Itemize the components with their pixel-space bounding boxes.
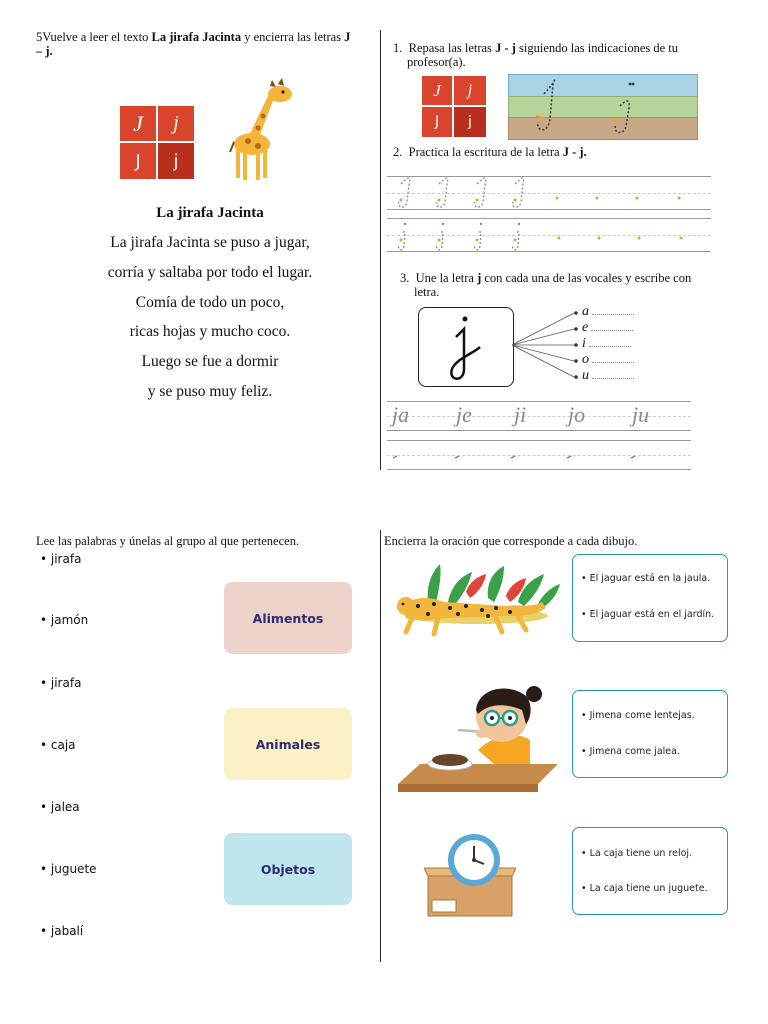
- girl-eating-illustration: [398, 680, 558, 794]
- group-objetos[interactable]: Objetos: [224, 833, 352, 905]
- option-caja-reloj[interactable]: • La caja tiene un reloj.: [581, 848, 693, 859]
- vowel-i: i: [582, 336, 631, 352]
- group-alimentos[interactable]: Alimentos: [224, 582, 352, 654]
- option-jaguar-jaula[interactable]: • El jaguar está en la jaula.: [581, 573, 711, 584]
- poem-title: La jirafa Jacinta: [156, 205, 264, 221]
- syllable-ju: ju: [632, 402, 650, 427]
- option-jimena-lentejas[interactable]: • Jimena come lentejas.: [581, 710, 695, 721]
- tracing-letters: [508, 74, 696, 138]
- tile-cursive-lower: j: [158, 106, 194, 141]
- poem-line-6: y se puso muy feliz.: [147, 383, 273, 400]
- option-jimena-jalea[interactable]: • Jimena come jalea.: [581, 746, 680, 757]
- divider-bottom: [380, 530, 381, 962]
- divider-top: [380, 30, 381, 470]
- instruction-circle-sentence: Encierra la oración que corresponde a cada dibujo.: [384, 534, 638, 548]
- option-jaguar-jardin[interactable]: • El jaguar está en el jardín.: [581, 609, 715, 620]
- blank-row-marks: [387, 440, 691, 468]
- poem-line-2: corría y saltaba por todo el lugar.: [107, 264, 313, 281]
- instruction-reread: 5Vuelve a leer el texto La jirafa Jacinta y encierra las letras J – j.: [36, 30, 351, 58]
- box-clock-illustration: [424, 832, 516, 918]
- step1-instruction: 1. Repasa las letras J - j siguiendo las indicaciones de tu profesor(a).: [393, 41, 679, 69]
- vowel-u: u: [582, 368, 634, 384]
- poem-line-4: ricas hojas y mucho coco.: [129, 323, 291, 340]
- word-jamon[interactable]: • jamón: [40, 613, 89, 627]
- word-caja[interactable]: • caja: [40, 738, 76, 752]
- step3-instruction: 3. Une la letra j con cada una de las vocales y escribe con letra.: [400, 271, 692, 299]
- syllable-ja: ja: [392, 402, 410, 427]
- choice-box-jimena: [572, 690, 728, 778]
- vowel-e: e: [582, 320, 633, 336]
- vowel-connector-lines: [512, 305, 582, 385]
- word-jabali[interactable]: • jabalí: [40, 924, 84, 938]
- small-tile-cursive-upper: J: [422, 76, 452, 105]
- step2-instruction: 2. Practica la escritura de la letra J - j.: [393, 145, 587, 159]
- tile-cursive-upper: J: [120, 106, 156, 141]
- small-tile-cursive-lower: j: [454, 76, 486, 105]
- option-caja-juguete[interactable]: • La caja tiene un juguete.: [581, 883, 708, 894]
- syllable-jo: jo: [568, 402, 586, 427]
- big-cursive-j: [418, 307, 512, 385]
- vowel-o: o: [582, 352, 634, 368]
- group-animales[interactable]: Animales: [224, 708, 352, 780]
- word-jirafa-1[interactable]: • jirafa: [40, 552, 82, 566]
- jaguar-illustration: [388, 562, 560, 642]
- instruction-match-words: Lee las palabras y únelas al grupo al que pertenecen.: [36, 534, 300, 548]
- tile-print-lower: j: [158, 143, 194, 179]
- word-jirafa-2[interactable]: • jirafa: [40, 676, 82, 690]
- syllable-je: je: [456, 402, 472, 427]
- vowel-a: a: [582, 304, 634, 320]
- syllable-ji: ji: [514, 402, 527, 427]
- practice-letters-lower: [387, 214, 711, 254]
- small-tile-print-lower: j: [454, 107, 486, 137]
- tile-print-upper: J: [120, 143, 156, 179]
- giraffe-illustration: [228, 78, 298, 183]
- word-jalea[interactable]: • jalea: [40, 800, 80, 814]
- practice-letters-upper: [387, 172, 711, 212]
- poem-line-5: Luego se fue a dormir: [141, 353, 279, 370]
- word-juguete[interactable]: • juguete: [40, 862, 97, 876]
- poem-line-1: La jirafa Jacinta se puso a jugar,: [110, 234, 310, 251]
- choice-box-caja: [572, 827, 728, 915]
- poem-line-3: Comía de todo un poco,: [135, 294, 285, 311]
- choice-box-jaguar: [572, 554, 728, 642]
- small-tile-print-upper: J: [422, 107, 452, 137]
